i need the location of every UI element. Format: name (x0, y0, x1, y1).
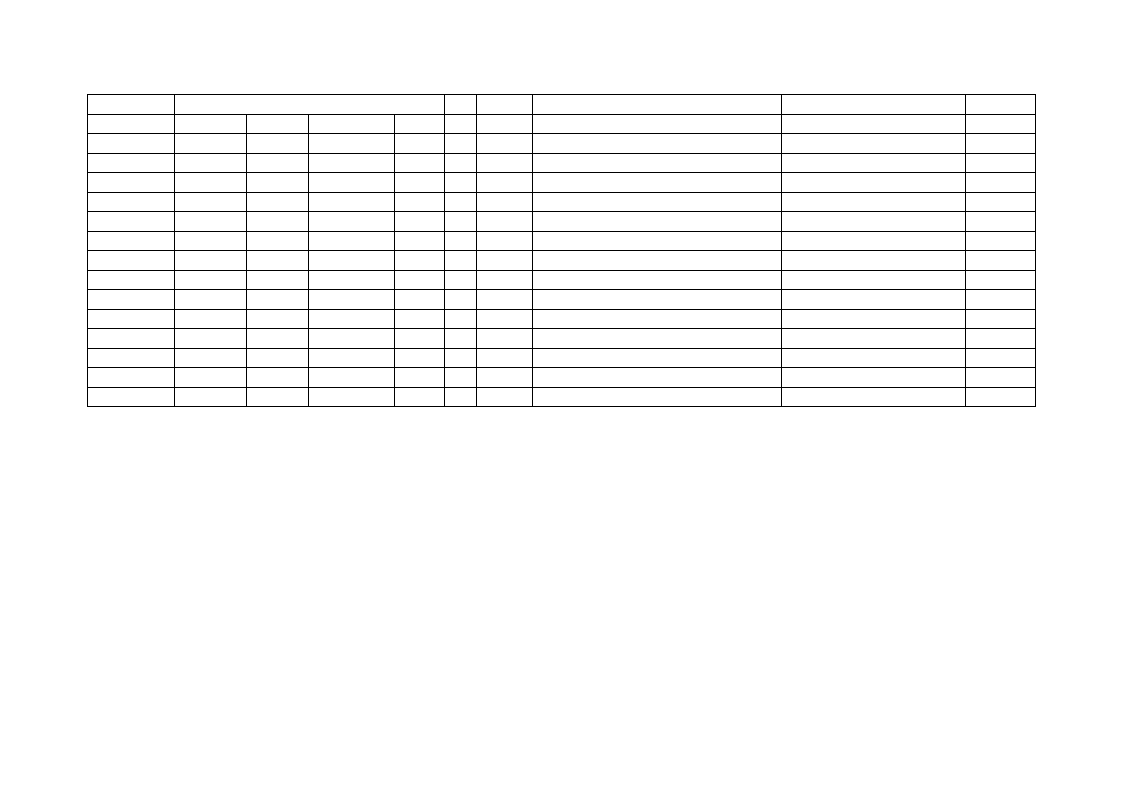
table-row (88, 212, 1036, 232)
drug-name-cell (533, 173, 782, 193)
category-level-3 (309, 212, 395, 232)
remark-cell (782, 231, 966, 251)
drug-catalog-table (87, 94, 1036, 407)
remark-cell (782, 134, 966, 154)
category-level-1 (175, 192, 247, 212)
category-level-2 (247, 231, 309, 251)
remark-cell (782, 251, 966, 271)
ratio-cell (966, 309, 1036, 329)
category-level-3 (309, 348, 395, 368)
number-cell (477, 329, 533, 349)
category-level-4 (395, 114, 445, 134)
category-level-3 (309, 134, 395, 154)
ratio-cell (966, 368, 1036, 388)
category-level-1 (175, 153, 247, 173)
category-level-1 (175, 329, 247, 349)
category-level-1 (175, 387, 247, 407)
category-code (88, 134, 175, 154)
category-level-4 (395, 153, 445, 173)
grade-cell (445, 153, 477, 173)
drug-name-cell (533, 309, 782, 329)
header-category (175, 95, 445, 115)
drug-name-cell (533, 329, 782, 349)
category-level-1 (175, 212, 247, 232)
category-level-1 (175, 134, 247, 154)
drug-name-cell (533, 114, 782, 134)
drug-name-cell (533, 231, 782, 251)
category-level-3 (309, 114, 395, 134)
category-code (88, 309, 175, 329)
ratio-cell (966, 251, 1036, 271)
category-level-3 (309, 173, 395, 193)
category-level-4 (395, 290, 445, 310)
category-level-2 (247, 387, 309, 407)
category-code (88, 329, 175, 349)
drug-name-cell (533, 153, 782, 173)
drug-name-cell (533, 368, 782, 388)
number-cell (477, 368, 533, 388)
remark-cell (782, 192, 966, 212)
category-level-4 (395, 368, 445, 388)
number-cell (477, 192, 533, 212)
category-level-3 (309, 309, 395, 329)
category-level-4 (395, 173, 445, 193)
category-level-3 (309, 251, 395, 271)
number-cell (477, 251, 533, 271)
remark-cell (782, 309, 966, 329)
remark-cell (782, 270, 966, 290)
category-level-3 (309, 290, 395, 310)
category-level-2 (247, 153, 309, 173)
category-level-2 (247, 329, 309, 349)
table-row (88, 387, 1036, 407)
grade-cell (445, 368, 477, 388)
category-level-1 (175, 231, 247, 251)
category-level-2 (247, 348, 309, 368)
ratio-cell (966, 270, 1036, 290)
ratio-cell (966, 231, 1036, 251)
ratio-cell (966, 290, 1036, 310)
category-level-1 (175, 270, 247, 290)
category-level-2 (247, 290, 309, 310)
category-code (88, 192, 175, 212)
ratio-cell (966, 114, 1036, 134)
drug-name-cell (533, 192, 782, 212)
header-code (88, 95, 175, 115)
category-level-4 (395, 251, 445, 271)
category-level-2 (247, 368, 309, 388)
grade-cell (445, 173, 477, 193)
number-cell (477, 212, 533, 232)
table-row (88, 134, 1036, 154)
category-code (88, 387, 175, 407)
category-level-4 (395, 348, 445, 368)
number-cell (477, 290, 533, 310)
category-level-2 (247, 270, 309, 290)
grade-cell (445, 387, 477, 407)
category-code (88, 153, 175, 173)
category-code (88, 231, 175, 251)
remark-cell (782, 348, 966, 368)
remark-cell (782, 173, 966, 193)
category-level-1 (175, 348, 247, 368)
category-level-2 (247, 212, 309, 232)
category-level-4 (395, 212, 445, 232)
ratio-cell (966, 212, 1036, 232)
category-level-1 (175, 114, 247, 134)
category-level-3 (309, 153, 395, 173)
ratio-cell (966, 348, 1036, 368)
category-level-4 (395, 387, 445, 407)
grade-cell (445, 251, 477, 271)
category-level-3 (309, 192, 395, 212)
category-code (88, 270, 175, 290)
table-row (88, 114, 1036, 134)
ratio-cell (966, 329, 1036, 349)
drug-name-cell (533, 251, 782, 271)
number-cell (477, 153, 533, 173)
ratio-cell (966, 153, 1036, 173)
table-row (88, 153, 1036, 173)
category-level-4 (395, 231, 445, 251)
category-code (88, 348, 175, 368)
remark-cell (782, 368, 966, 388)
category-level-2 (247, 114, 309, 134)
grade-cell (445, 114, 477, 134)
category-level-4 (395, 309, 445, 329)
category-code (88, 173, 175, 193)
table-row (88, 348, 1036, 368)
category-level-2 (247, 309, 309, 329)
category-level-1 (175, 251, 247, 271)
grade-cell (445, 231, 477, 251)
table-row (88, 309, 1036, 329)
category-code (88, 368, 175, 388)
category-level-4 (395, 134, 445, 154)
grade-cell (445, 270, 477, 290)
grade-cell (445, 134, 477, 154)
category-level-4 (395, 270, 445, 290)
drug-name-cell (533, 270, 782, 290)
drug-name-cell (533, 212, 782, 232)
grade-cell (445, 309, 477, 329)
table-row (88, 270, 1036, 290)
category-level-1 (175, 173, 247, 193)
drug-name-cell (533, 134, 782, 154)
header-grade (445, 95, 477, 115)
category-level-2 (247, 251, 309, 271)
category-level-2 (247, 173, 309, 193)
ratio-cell (966, 387, 1036, 407)
ratio-cell (966, 134, 1036, 154)
table-row (88, 173, 1036, 193)
drug-name-cell (533, 348, 782, 368)
ratio-cell (966, 192, 1036, 212)
remark-cell (782, 387, 966, 407)
remark-cell (782, 114, 966, 134)
grade-cell (445, 348, 477, 368)
number-cell (477, 173, 533, 193)
table-header-row (88, 95, 1036, 115)
number-cell (477, 348, 533, 368)
category-level-3 (309, 270, 395, 290)
drug-name-cell (533, 290, 782, 310)
header-number (477, 95, 533, 115)
remark-cell (782, 153, 966, 173)
category-level-2 (247, 192, 309, 212)
remark-cell (782, 329, 966, 349)
grade-cell (445, 192, 477, 212)
category-code (88, 290, 175, 310)
number-cell (477, 309, 533, 329)
table-row (88, 251, 1036, 271)
drug-name-cell (533, 387, 782, 407)
number-cell (477, 114, 533, 134)
category-code (88, 251, 175, 271)
category-level-1 (175, 290, 247, 310)
category-level-1 (175, 309, 247, 329)
category-level-4 (395, 192, 445, 212)
category-level-2 (247, 134, 309, 154)
category-level-3 (309, 368, 395, 388)
table-row (88, 290, 1036, 310)
category-level-3 (309, 329, 395, 349)
remark-cell (782, 290, 966, 310)
grade-cell (445, 329, 477, 349)
grade-cell (445, 290, 477, 310)
header-remark (782, 95, 966, 115)
number-cell (477, 231, 533, 251)
ratio-cell (966, 173, 1036, 193)
number-cell (477, 270, 533, 290)
header-ratio (966, 95, 1036, 115)
number-cell (477, 134, 533, 154)
table-row (88, 192, 1036, 212)
table-row (88, 368, 1036, 388)
remark-cell (782, 212, 966, 232)
category-level-1 (175, 368, 247, 388)
category-level-3 (309, 231, 395, 251)
category-level-3 (309, 387, 395, 407)
category-code (88, 114, 175, 134)
category-code (88, 212, 175, 232)
header-name (533, 95, 782, 115)
table-row (88, 231, 1036, 251)
grade-cell (445, 212, 477, 232)
number-cell (477, 387, 533, 407)
category-level-4 (395, 329, 445, 349)
table-row (88, 329, 1036, 349)
